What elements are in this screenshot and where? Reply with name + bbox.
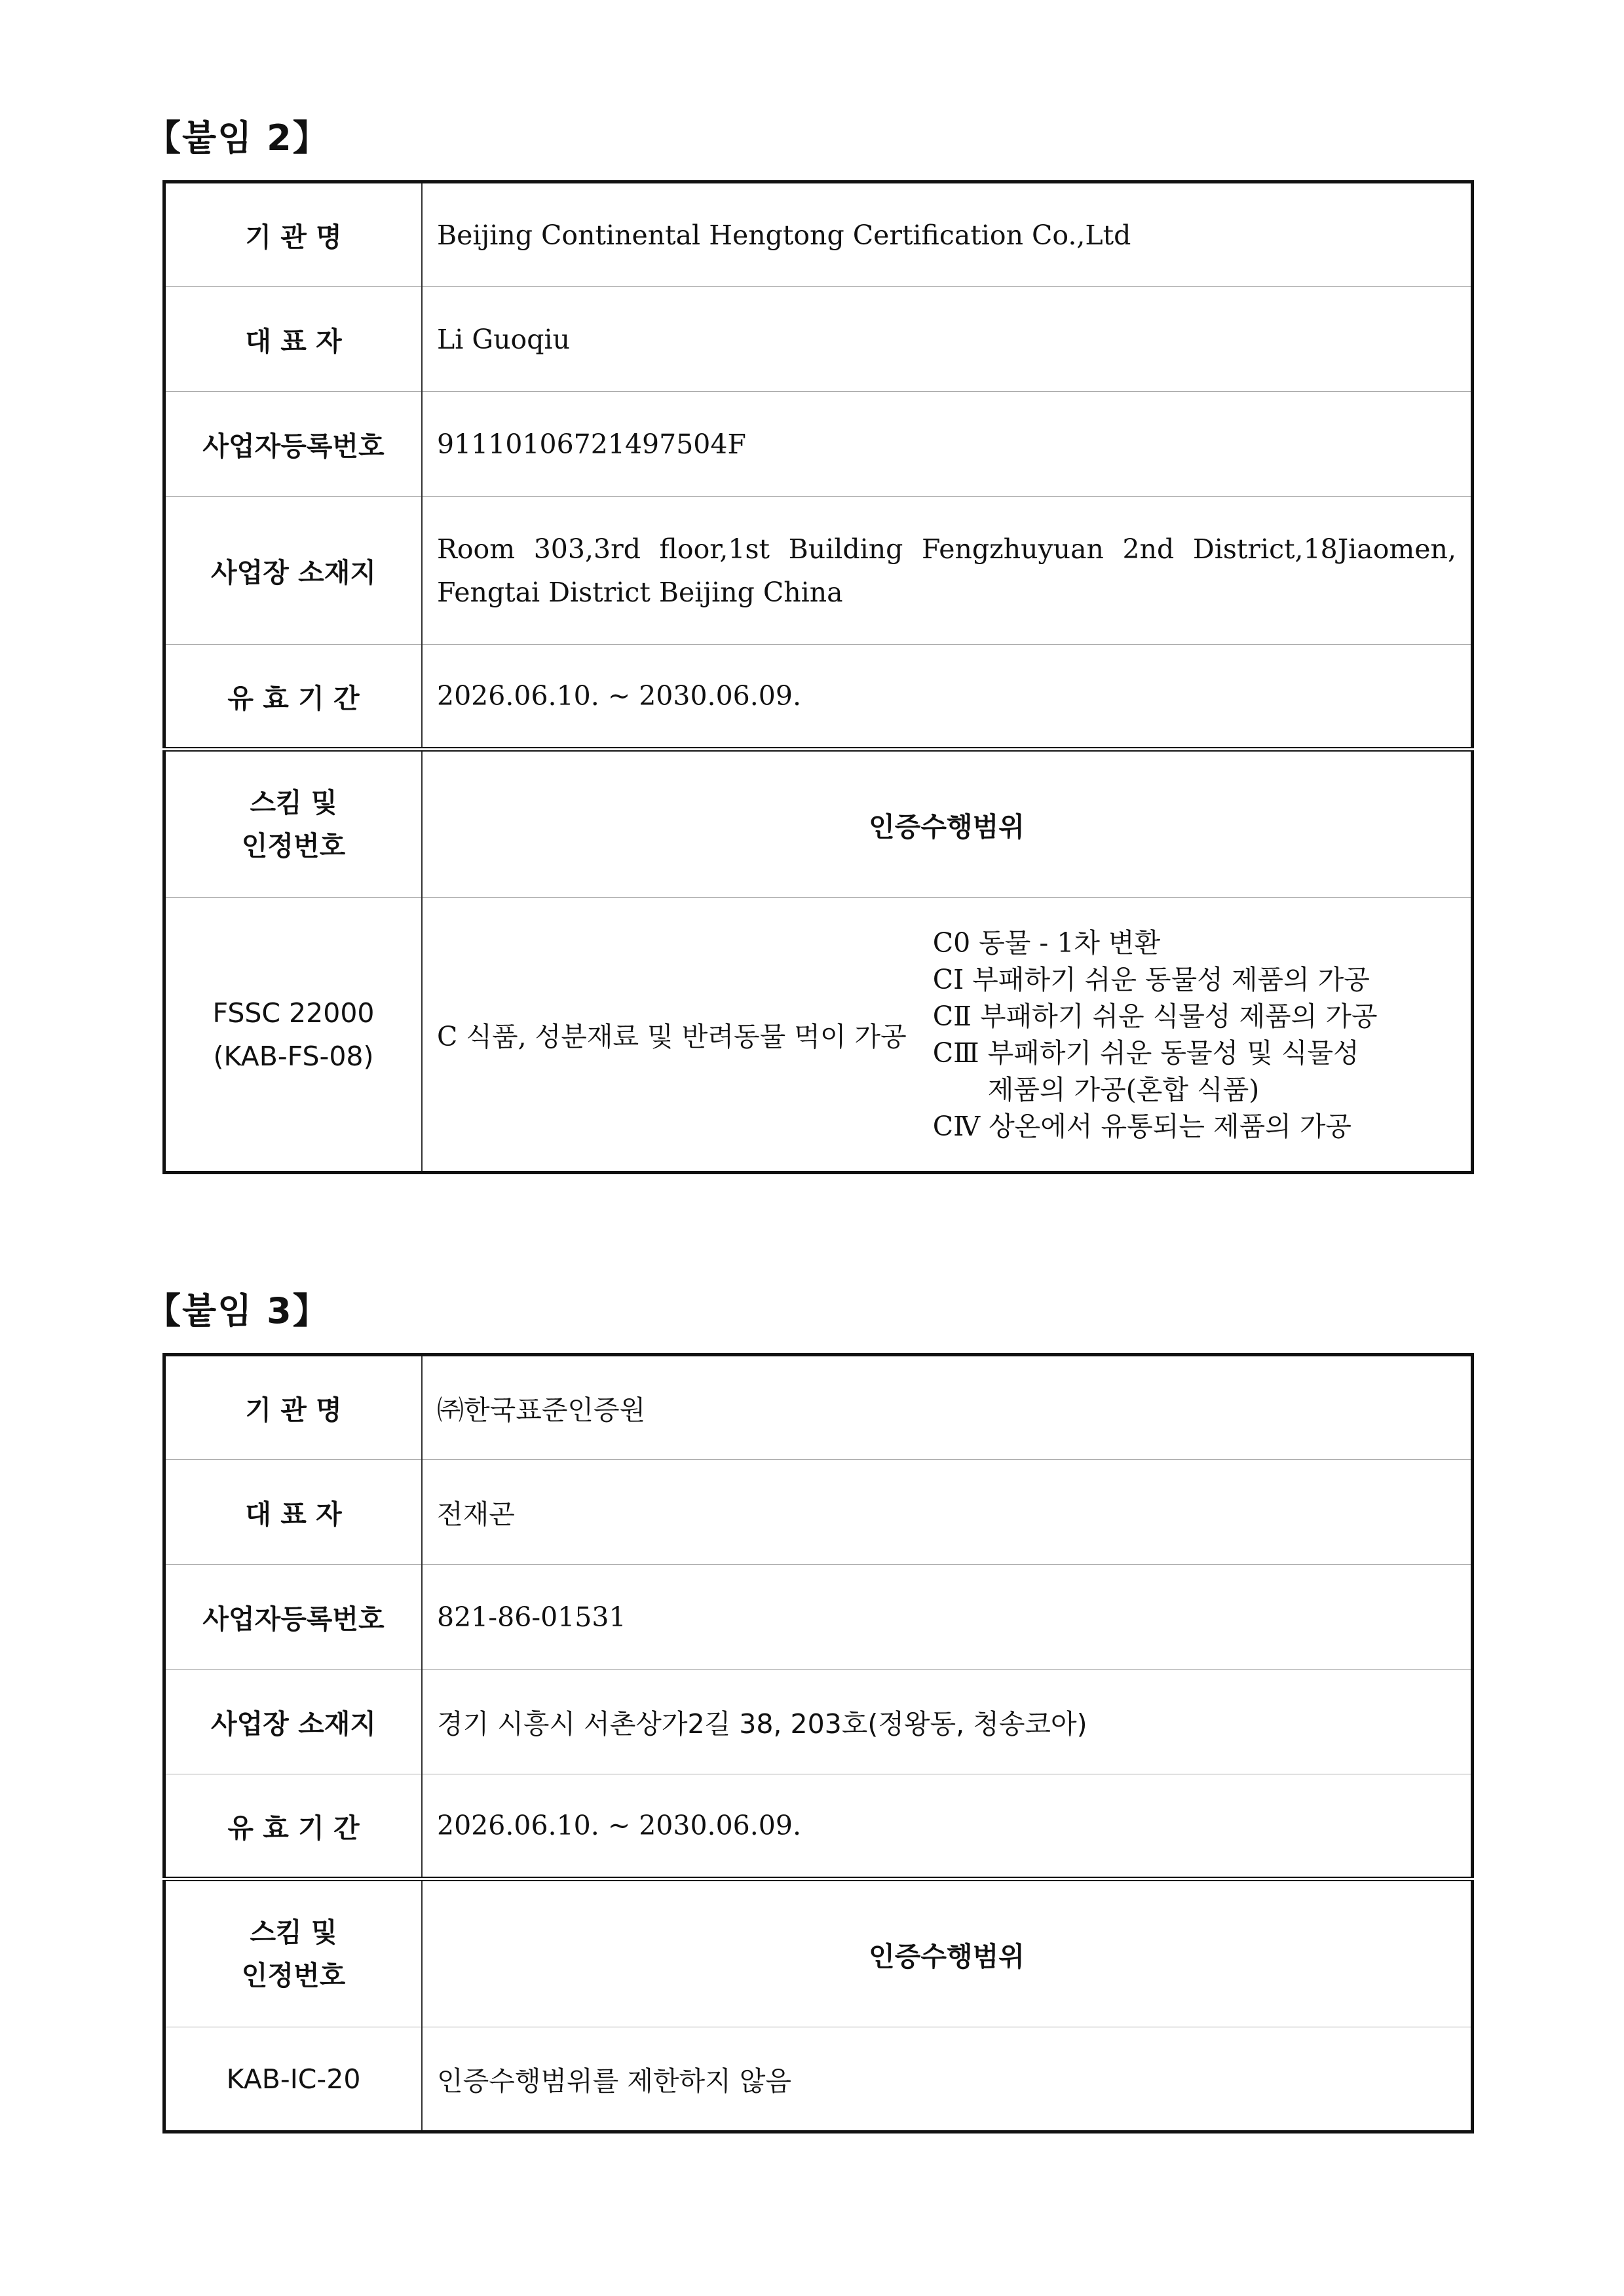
scheme-label-line-1: 스킴 및	[250, 1917, 337, 1948]
label-scheme-accreditation	[164, 750, 423, 898]
scheme-code	[164, 898, 423, 1173]
label-business-registration-number: 사업자등록번호	[164, 392, 423, 497]
scheme-code: KAB-IC-20	[164, 2027, 423, 2132]
label-scheme-accreditation	[164, 1879, 423, 2027]
business-address-line-1: Room 303,3rd floor,1st Building Fengzhuyuan 2nd District,18Jiaomen,	[437, 533, 1456, 565]
table-row	[164, 497, 1473, 645]
table-row	[164, 1879, 1473, 2027]
business-registration-number: 821-86-01531	[422, 1565, 1473, 1670]
table-row	[164, 287, 1473, 392]
label-business-address: 사업장 소재지	[164, 1670, 423, 1774]
label-representative: 대 표 자	[164, 1460, 423, 1565]
representative: 전재곤	[422, 1460, 1473, 1565]
label-institution-name: 기 관 명	[164, 1355, 423, 1460]
attachment-3-table	[162, 1353, 1474, 2133]
label-institution-name: 기 관 명	[164, 182, 423, 287]
institution-name: Beijing Continental Hengtong Certification Co.,Ltd	[422, 182, 1473, 287]
validity-period: 2026.06.10. ~ 2030.06.09.	[422, 1774, 1473, 1879]
scope-subcategories	[933, 925, 1456, 1145]
table-row	[164, 1565, 1473, 1670]
scope-header: 인증수행범위	[422, 1879, 1473, 2027]
label-validity-period: 유 효 기 간	[164, 1774, 423, 1879]
table-row	[164, 392, 1473, 497]
table-row	[164, 750, 1473, 898]
table-row	[164, 645, 1473, 750]
business-address: 경기 시흥시 서촌상가2길 38, 203호(정왕동, 청송코아)	[422, 1670, 1473, 1774]
attachment-2-heading: 【붙임 2】	[145, 117, 330, 159]
table-row	[164, 898, 1473, 1173]
scope-detail: 인증수행범위를 제한하지 않음	[422, 2027, 1473, 2132]
scheme-label-line-1: 스킴 및	[250, 787, 337, 818]
label-representative: 대 표 자	[164, 287, 423, 392]
label-business-address: 사업장 소재지	[164, 497, 423, 645]
scope-header: 인증수행범위	[422, 750, 1473, 898]
list-item: CⅣ 상온에서 유통되는 제품의 가공	[932, 1110, 1352, 1142]
table-row	[164, 1670, 1473, 1774]
scheme-label-line-2: 인정번호	[241, 1960, 346, 1991]
institution-name: ㈜한국표준인증원	[422, 1355, 1473, 1460]
attachment-2-table	[162, 180, 1474, 1174]
business-address-line-2: Fengtai District Beijing China	[437, 576, 843, 608]
list-item: CⅠ 부패하기 쉬운 동물성 제품의 가공	[932, 963, 1370, 995]
scheme-label-line-2: 인정번호	[241, 830, 346, 862]
list-item: C0 동물 - 1차 변환	[932, 927, 1161, 959]
scope-detail	[422, 898, 1473, 1173]
list-item: CⅡ 부패하기 쉬운 식물성 제품의 가공	[932, 1000, 1378, 1032]
label-business-registration-number: 사업자등록번호	[164, 1565, 423, 1670]
business-address	[422, 497, 1473, 645]
table-row	[164, 1774, 1473, 1879]
scope-category: C 식품, 성분재료 및 반려동물 먹이 가공	[437, 1021, 907, 1052]
attachment-3-heading: 【붙임 3】	[145, 1290, 330, 1331]
label-validity-period: 유 효 기 간	[164, 645, 423, 750]
business-registration-number: 91110106721497504F	[422, 392, 1473, 497]
scheme-code-line-1: FSSC 22000	[212, 997, 375, 1029]
validity-period: 2026.06.10. ~ 2030.06.09.	[422, 645, 1473, 750]
scheme-code-line-2: (KAB-FS-08)	[213, 1040, 374, 1072]
table-row	[164, 2027, 1473, 2132]
table-row	[164, 1355, 1473, 1460]
table-row	[164, 1460, 1473, 1565]
table-row	[164, 182, 1473, 287]
list-item: CⅢ 부패하기 쉬운 동물성 및 식물성	[932, 1037, 1359, 1069]
list-item: 제품의 가공(혼합 식품)	[987, 1073, 1260, 1105]
representative: Li Guoqiu	[422, 287, 1473, 392]
